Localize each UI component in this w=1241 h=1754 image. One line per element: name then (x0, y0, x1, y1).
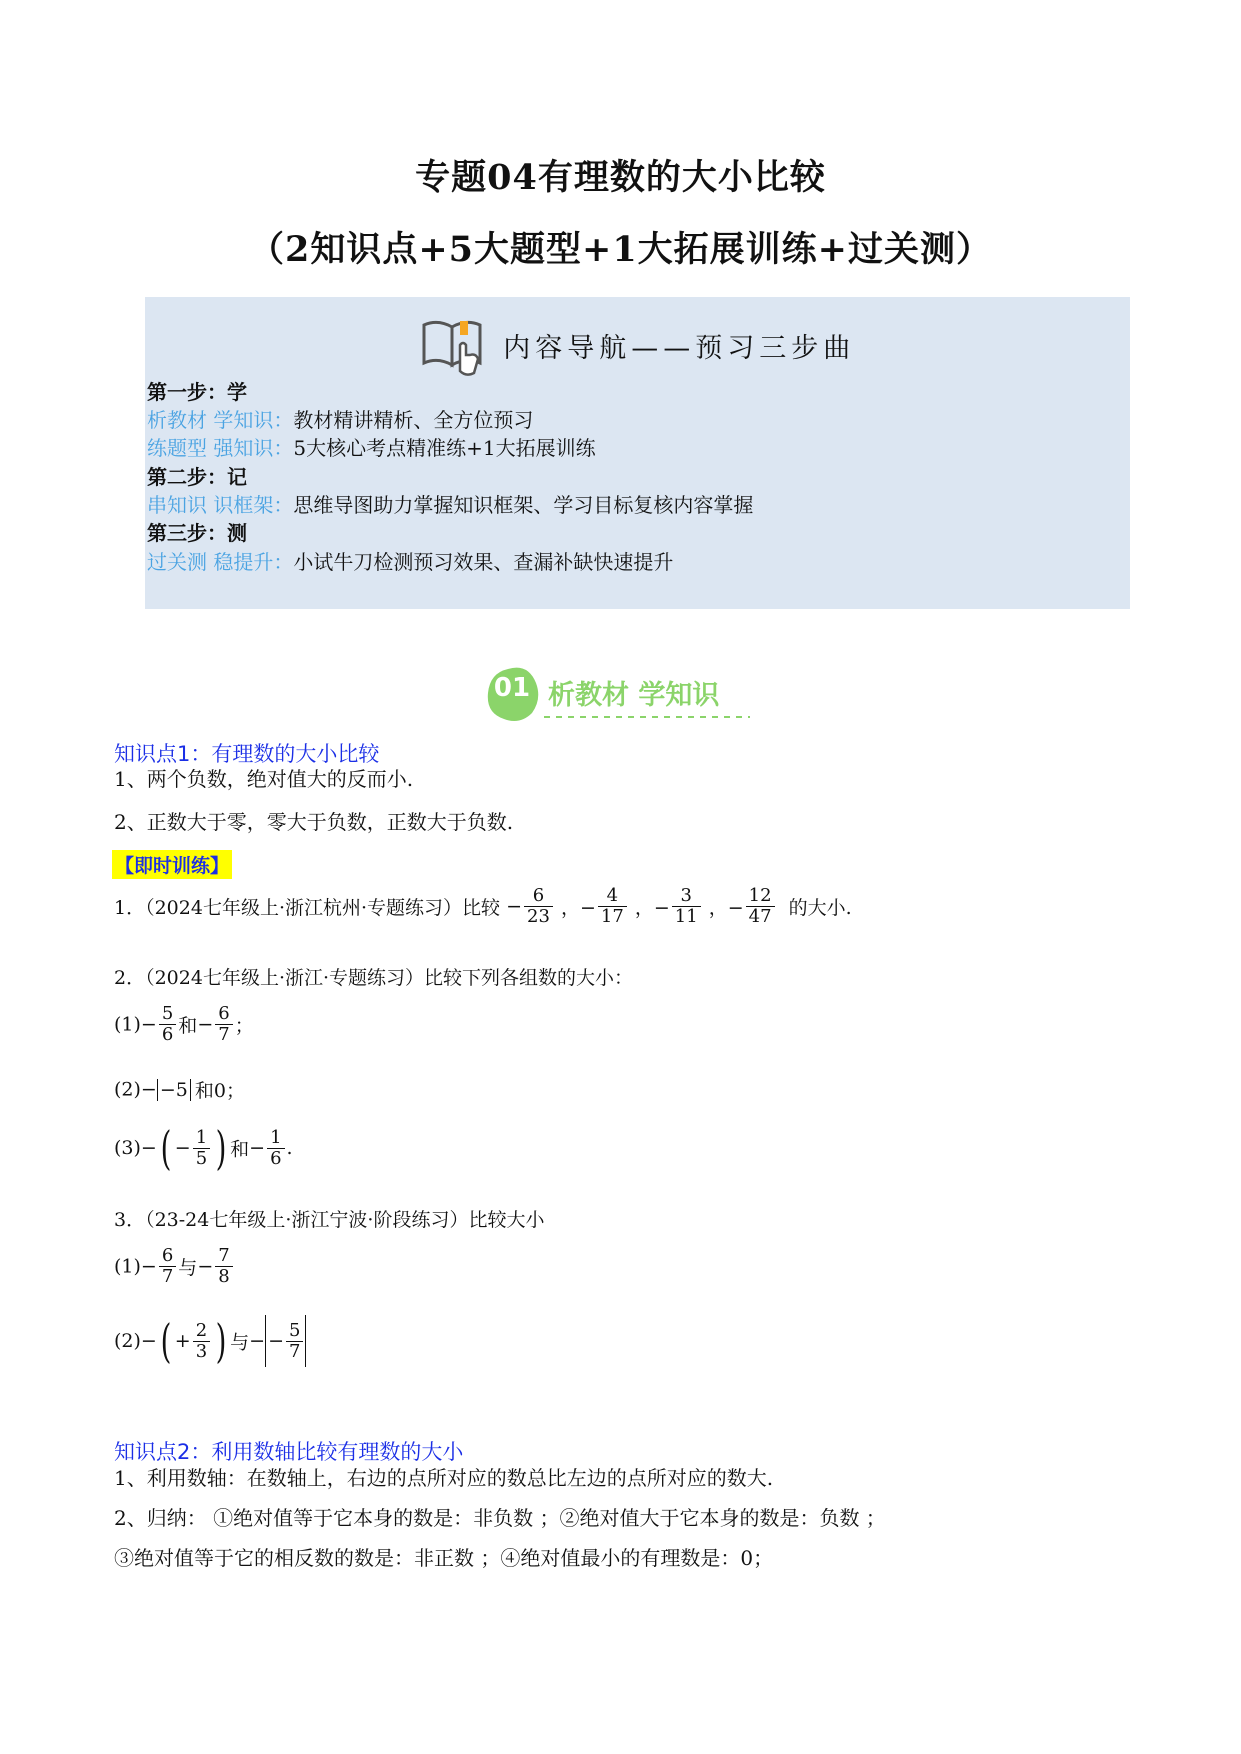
question-1: 1．（2024七年级上·浙江杭州·专题练习）比较 − $\frac{6}{23}$ ，− $\frac{4}{17}$ ，− $\frac{3}{11}$ ，− $\frac{12}{47}$ 的大小. (114, 885, 852, 927)
content-navigation-box (145, 297, 1130, 609)
fraction: $\frac{6}{23}$ (524, 886, 553, 927)
section-header (484, 665, 764, 731)
nav-heading (145, 315, 1130, 384)
step3-item-a-label: 过关测 稳提升： (147, 550, 294, 574)
fraction: $\frac{3}{11}$ (672, 886, 701, 927)
question-1-suffix: 的大小. (788, 897, 852, 919)
knowledge-point-2-title: 知识点2：利用数轴比较有理数的大小 (114, 1440, 464, 1464)
question-1-prefix: 1．（2024七年级上·浙江杭州·专题练习）比较 (114, 897, 501, 919)
fraction: $\frac{1}{5}$ (193, 1128, 210, 1169)
section-number: 01 (493, 673, 531, 703)
fraction: $\frac{7}{8}$ (215, 1246, 232, 1287)
fraction: $\frac{4}{17}$ (598, 886, 627, 927)
fraction: $\frac{6}{7}$ (159, 1246, 176, 1287)
fraction: $\frac{1}{6}$ (267, 1128, 284, 1169)
step1-item-b (147, 434, 596, 462)
step2-item-a-label: 串知识 识框架： (147, 493, 294, 517)
question-3-part-2: (2)−( + $\frac{2}{3}$ ) 与− − $\frac{5}{7}$ (114, 1315, 306, 1367)
step3-item-a (147, 548, 673, 576)
step2-item-a-text: 思维导图助力掌握知识框架、学习目标复核内容掌握 (293, 493, 754, 517)
step1-title: 第一步：学 (147, 380, 247, 404)
step1-item-b-text: 5大核心考点精准练+1大拓展训练 (293, 436, 596, 460)
knowledge-point-2-rule-3: ③绝对值等于它的相反数的数是：非正数 ；④绝对值最小的有理数是：0； (114, 1546, 774, 1570)
knowledge-point-2-rule-1: 1、利用数轴：在数轴上，右边的点所对应的数总比左边的点所对应的数大. (114, 1466, 774, 1490)
step2-item-a (147, 491, 753, 519)
knowledge-point-1-title: 知识点1：有理数的大小比较 (114, 742, 380, 766)
question-3-text: 3．（23-24七年级上·浙江宁波·阶段练习）比较大小 (114, 1209, 545, 1231)
page-title: 专题04有理数的大小比较 (415, 157, 826, 198)
knowledge-point-1-rule-1: 1、两个负数，绝对值大的反而小. (114, 767, 414, 791)
fraction: $\frac{6}{7}$ (215, 1004, 232, 1045)
step3-item-a-text: 小试牛刀检测预习效果、查漏补缺快速提升 (293, 550, 674, 574)
fraction: $\frac{5}{6}$ (159, 1004, 176, 1045)
nav-heading-text: 内容导航——预习三步曲 (503, 333, 856, 364)
question-2-part-3: (3)−( − $\frac{1}{5}$ ) 和− $\frac{1}{6}$ . (114, 1121, 293, 1175)
book-hand-icon (420, 315, 486, 384)
step2-title: 第二步：记 (147, 465, 247, 489)
step1-item-a-text: 教材精讲精析、全方位预习 (293, 408, 534, 432)
step1-item-b-label: 练题型 强知识： (147, 436, 294, 460)
practice-tag: 【即时训练】 (112, 850, 232, 879)
step1-item-a (147, 406, 533, 434)
question-2-part-2: (2)− −5 和0； (114, 1078, 245, 1102)
step3-title: 第三步：测 (147, 521, 247, 545)
fraction: $\frac{12}{47}$ (746, 886, 775, 927)
knowledge-point-1-rule-2: 2、正数大于零，零大于负数，正数大于负数. (114, 810, 514, 834)
question-3-part-1: (1)− $\frac{6}{7}$ 与− $\frac{7}{8}$ (114, 1246, 235, 1287)
section-title: 析教材 学知识 (548, 680, 720, 711)
fraction: $\frac{2}{3}$ (193, 1321, 210, 1362)
page-subtitle: （2知识点+5大题型+1大拓展训练+过关测） (248, 229, 993, 270)
fraction: $\frac{5}{7}$ (286, 1321, 303, 1362)
knowledge-point-2-rule-2: 2、归纳： ①绝对值等于它本身的数是：非负数 ；②绝对值大于它本身的数是：负数 ； (114, 1506, 886, 1530)
step1-item-a-label: 析教材 学知识： (147, 408, 294, 432)
question-2-part-1: (1)− $\frac{5}{6}$ 和− $\frac{6}{7}$ ； (114, 1003, 254, 1045)
question-2-text: 2．（2024七年级上·浙江·专题练习）比较下列各组数的大小： (114, 967, 634, 989)
